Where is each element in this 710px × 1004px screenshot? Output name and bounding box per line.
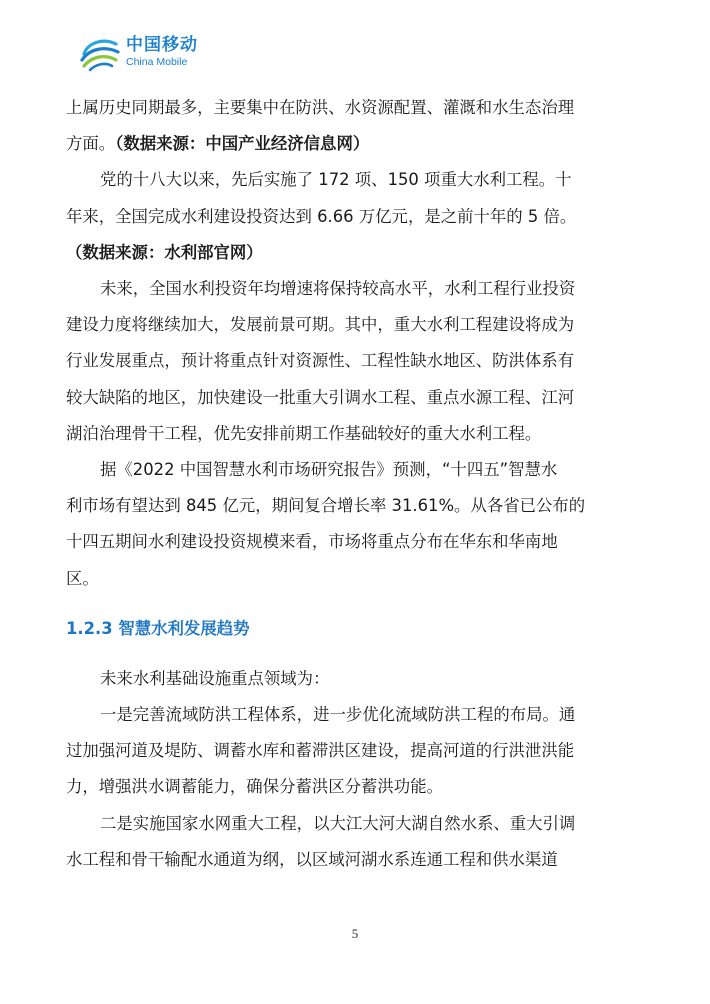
paragraph-line: 行业发展重点，预计将重点针对资源性、工程性缺水地区、防洪体系有 [66,351,575,371]
paragraph-line: 未来水利基础设施重点领域为： [100,668,330,688]
paragraph-line: 力，增强洪水调蓄能力，确保分蓄洪区分蓄洪功能。 [66,777,443,797]
document-body [66,90,656,878]
paragraph-line: 上属历史同期最多，主要集中在防洪、水资源配置、灌溉和水生态治理 [66,98,575,117]
data-source-note: （数据来源：水利部官网） [66,242,263,262]
paragraph-line [66,126,656,162]
paragraph-line: 据《2022 中国智慧水利市场研究报告》预测，“十四五”智慧水 [100,460,558,480]
paragraph-line: 一是完善流域防洪工程体系，进一步优化流域防洪工程的布局。通 [100,705,576,725]
paragraph-line: 过加强河道及堤防、调蓄水库和蓄滞洪区建设，提高河道的行洪泄洪能 [66,741,575,761]
page-number: 5 [351,926,359,941]
paragraph-line: 年来，全国完成水利建设投资达到 6.66 万亿元，是之前十年的 5 倍。 [66,206,577,226]
paragraph-line: 利市场有望达到 845 亿元，期间复合增长率 31.61%。从各省已公布的 [66,496,586,516]
paragraph-line: 未来，全国水利投资年均增速将保持较高水平，水利工程行业投资 [100,279,576,299]
paragraph-line: 十四五期间水利建设投资规模来看，市场将重点分布在华东和华南地 [66,532,558,552]
company-logo [78,30,198,74]
paragraph-line: 湖泊治理骨干工程，优先安排前期工作基础较好的重大水利工程。 [66,423,542,443]
paragraph-text: 方面。 [66,134,116,154]
paragraph-line: 区。 [66,568,99,588]
paragraph-line: 较大缺陷的地区，加快建设一批重大引调水工程、重点水源工程、江河 [66,387,575,407]
china-mobile-logo-icon [78,32,122,72]
data-source-note: （数据来源：中国产业经济信息网） [115,134,370,154]
logo-english-name: China Mobile [126,55,188,68]
paragraph-line: 党的十八大以来，先后实施了 172 项、150 项重大水利工程。十 [100,170,572,190]
paragraph-line: 建设力度将继续加大，发展前景可期。其中，重大水利工程建设将成为 [66,315,575,335]
paragraph-line: 水工程和骨干输配水通道为纲，以区域河湖水系连通工程和供水渠道 [66,849,558,869]
section-heading: 1.2.3 智慧水利发展趋势 [66,618,250,638]
logo-chinese-name: 中国移动 [126,34,198,55]
paragraph-line: 二是实施国家水网重大工程，以大江大河大湖自然水系、重大引调 [100,813,576,833]
